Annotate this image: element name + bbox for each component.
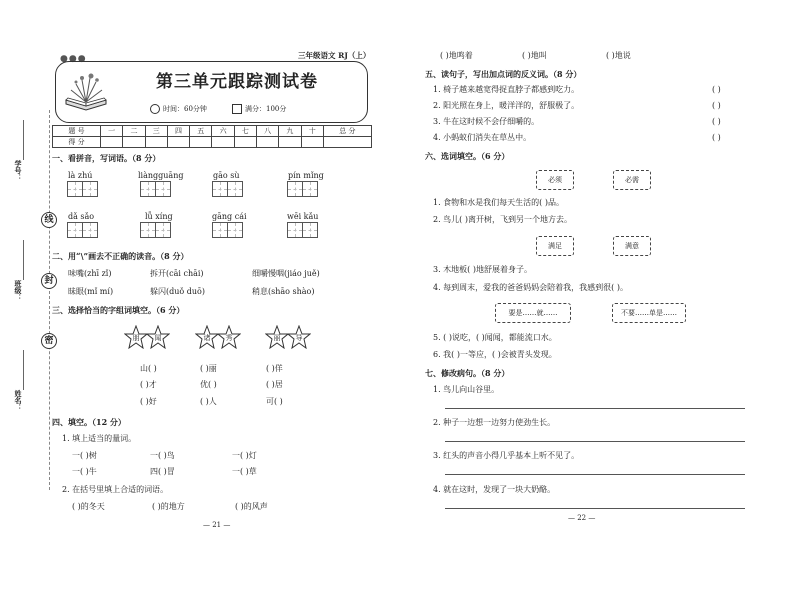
star-char: 闻 — [146, 325, 170, 349]
grade-tag: 三年级语文 RJ（上） — [298, 51, 371, 60]
q4-sub1: 1. 填上适当的量词。 — [62, 434, 137, 443]
binding-dashed-line — [49, 110, 50, 490]
score-table-cell: 题 号 — [53, 126, 101, 137]
fill-item[interactable]: ( )的地方 — [152, 502, 185, 511]
answer-line[interactable] — [445, 408, 745, 409]
sentence-item[interactable]: 2. 鸟儿( )离开树，飞到另一个地方去。 — [433, 215, 572, 224]
q7-title: 七、修改病句。（8 分） — [425, 368, 510, 378]
sentence-item: 4. 就在这时，发现了一块大奶酪。 — [433, 485, 556, 494]
fill-item[interactable]: ( )地叫 — [522, 51, 547, 60]
fill-item[interactable]: 一( )草 — [232, 467, 257, 476]
reading-item[interactable]: 稍息(shāo shào) — [252, 287, 315, 296]
score-input-cell[interactable] — [234, 137, 256, 148]
pinyin-label: liàngguāng — [138, 171, 184, 180]
sentence-item: 2. 种子一边想一边努力使劲生长。 — [433, 418, 556, 427]
sentence-item[interactable]: 6. 我( )一等应，( )会被青头发现。 — [433, 350, 557, 359]
fill-item[interactable]: 四( )冒 — [150, 467, 175, 476]
score-table-cell: 八 — [256, 126, 278, 137]
score-input-cell[interactable] — [101, 137, 123, 148]
score-input-cell[interactable] — [323, 137, 371, 148]
fill-item[interactable]: 一( )牛 — [72, 467, 97, 476]
name-label: 姓名： — [14, 390, 23, 411]
writing-grid[interactable] — [287, 222, 318, 238]
page-number-right: — 22 — — [568, 514, 596, 522]
star-char: 朋 — [124, 325, 148, 349]
fill-item[interactable]: 一( )灯 — [232, 451, 257, 460]
score-table — [52, 125, 372, 148]
score-table-cell: 九 — [279, 126, 301, 137]
word-box: 要是……就…… — [495, 303, 571, 323]
pinyin-label: lǚ xíng — [145, 212, 173, 221]
book-illustration — [62, 68, 110, 113]
student-id-label: 学号： — [14, 160, 23, 181]
q6-title: 六、选词填空。（6 分） — [425, 151, 510, 161]
reading-item[interactable]: 味嘴(zhī zǐ) — [68, 269, 112, 278]
score-table-score-row — [53, 137, 372, 148]
fill-item[interactable]: ( )丽 — [200, 364, 217, 373]
reading-item[interactable]: 拆开(cāi chāi) — [150, 269, 204, 278]
score-input-cell[interactable] — [190, 137, 212, 148]
pinyin-label: là zhú — [68, 171, 93, 180]
star-char: 导 — [287, 325, 311, 349]
pinyin-label: dǎ sǎo — [68, 212, 95, 221]
page-number-left: — 21 — — [203, 521, 231, 529]
score-table-cell: 六 — [212, 126, 234, 137]
score-table-cell: 十 — [301, 126, 323, 137]
fill-item[interactable]: 山( ) — [140, 364, 157, 373]
score-input-cell[interactable] — [212, 137, 234, 148]
star-char: 丽 — [265, 325, 289, 349]
pinyin-label: pín mǐng — [288, 171, 324, 180]
score-input-cell[interactable] — [256, 137, 278, 148]
reading-item[interactable]: 昧眼(mǐ mí) — [68, 287, 114, 296]
fill-item[interactable]: 一( )树 — [72, 451, 97, 460]
star-char: 秀 — [217, 325, 241, 349]
answer-paren[interactable]: ( ) — [712, 101, 721, 110]
fill-item[interactable]: ( )好 — [140, 397, 157, 406]
sentence-item[interactable]: 5. ( )说吃，( )闻闻，都能流口水。 — [433, 333, 557, 342]
fill-item[interactable]: 可( ) — [266, 397, 283, 406]
sentence-item: 3. 红头的声音小得几乎基本上听不见了。 — [433, 451, 580, 460]
seal-char-feng: 封 — [41, 273, 57, 289]
pinyin-label: gāng cái — [212, 212, 247, 221]
sentence-item[interactable]: 4. 每到周末，爱我的爸爸妈妈会陪着我，我感到很( )。 — [433, 283, 628, 292]
answer-paren[interactable]: ( ) — [712, 85, 721, 94]
fill-item[interactable]: ( )地鸣着 — [440, 51, 473, 60]
star-char: 诸 — [195, 325, 219, 349]
writing-grid[interactable] — [140, 181, 171, 197]
sentence-item: 1. 椅子越来越宽得捉直脖子都感到吃力。 — [433, 85, 580, 94]
writing-grid[interactable] — [67, 222, 98, 238]
q5-title: 五、读句子，写出加点词的反义词。（8 分） — [425, 69, 582, 79]
fill-item[interactable]: ( )才 — [140, 380, 157, 389]
score-table-cell: 一 — [101, 126, 123, 137]
score-table-cell: 七 — [234, 126, 256, 137]
student-id-line — [23, 120, 24, 160]
writing-grid[interactable] — [212, 181, 243, 197]
answer-paren[interactable]: ( ) — [712, 133, 721, 142]
score-table-header-row — [53, 126, 372, 137]
score-input-cell[interactable] — [301, 137, 323, 148]
q3-title: 三、选择恰当的字组词填空。（6 分） — [52, 305, 185, 315]
seal-char-mi: 密 — [41, 333, 57, 349]
answer-line[interactable] — [445, 441, 745, 442]
sentence-item: 2. 阳光照在身上，暖洋洋的，舒服极了。 — [433, 101, 580, 110]
score-input-cell[interactable] — [145, 137, 167, 148]
score-table-cell: 三 — [145, 126, 167, 137]
score-input-cell[interactable] — [279, 137, 301, 148]
q1-title: 一、看拼音，写词语。（8 分） — [52, 153, 161, 163]
answer-line[interactable] — [445, 508, 745, 509]
clock-icon — [150, 104, 160, 114]
word-box: 必需 — [613, 170, 651, 190]
answer-line[interactable] — [445, 474, 745, 475]
pinyin-label: wēi kǎu — [287, 212, 319, 221]
sentence-item: 1. 鸟儿向山谷里。 — [433, 385, 500, 394]
score-table-cell: 五 — [190, 126, 212, 137]
fill-item[interactable]: ( )居 — [266, 380, 283, 389]
sentence-item: 3. 牛在这时候不会仔细嚼的。 — [433, 117, 540, 126]
writing-grid[interactable] — [212, 222, 243, 238]
name-line — [23, 350, 24, 390]
answer-paren[interactable]: ( ) — [712, 117, 721, 126]
writing-grid[interactable] — [287, 181, 318, 197]
q4-sub2: 2. 在括号里填上合适的词语。 — [62, 485, 169, 494]
header-dots: ●●● — [60, 54, 87, 64]
score-table-cell: 二 — [123, 126, 145, 137]
word-box: 满足 — [536, 236, 574, 256]
fill-item[interactable]: 一( )鸟 — [150, 451, 175, 460]
word-box: 满意 — [613, 236, 651, 256]
reading-item[interactable]: 细嚼慢咽(jiáo juě) — [252, 269, 320, 278]
score-icon — [232, 104, 242, 114]
class-line — [23, 240, 24, 280]
fill-item[interactable]: ( )地说 — [606, 51, 631, 60]
pinyin-label: gāo sù — [213, 171, 240, 180]
sentence-item[interactable]: 1. 食物和水是我们每天生活的( )品。 — [433, 198, 564, 207]
time-label: 时间：60分钟 — [163, 105, 207, 113]
score-input-cell[interactable] — [167, 137, 189, 148]
seal-char-xian: 线 — [41, 212, 57, 228]
score-table-cell: 四 — [167, 126, 189, 137]
sentence-item[interactable]: 3. 木地板( )地舒展着身子。 — [433, 265, 532, 274]
fill-item[interactable]: ( )人 — [200, 397, 217, 406]
word-box: 不要……单是…… — [612, 303, 686, 323]
word-box: 必须 — [536, 170, 574, 190]
writing-grid[interactable] — [140, 222, 171, 238]
fill-item[interactable]: 优( ) — [200, 380, 217, 389]
fill-item[interactable]: ( )的冬天 — [72, 502, 105, 511]
fill-item[interactable]: ( )佯 — [266, 364, 283, 373]
reading-item[interactable]: 躲闪(duǒ duō) — [150, 287, 205, 296]
score-table-cell: 总 分 — [323, 126, 371, 137]
sentence-item: 4. 小蚂蚁们消失在草丛中。 — [433, 133, 532, 142]
full-score-label: 满分：100分 — [245, 105, 287, 113]
q4-title: 四、填空。（12 分） — [52, 417, 126, 427]
q2-title: 二、用“\”画去不正确的读音。（8 分） — [52, 251, 189, 261]
score-table-cell: 得 分 — [53, 137, 101, 148]
page-title: 第三单元跟踪测试卷 — [156, 72, 318, 92]
class-label: 班级： — [14, 280, 23, 301]
writing-grid[interactable] — [67, 181, 98, 197]
score-input-cell[interactable] — [123, 137, 145, 148]
fill-item[interactable]: ( )的风声 — [235, 502, 268, 511]
